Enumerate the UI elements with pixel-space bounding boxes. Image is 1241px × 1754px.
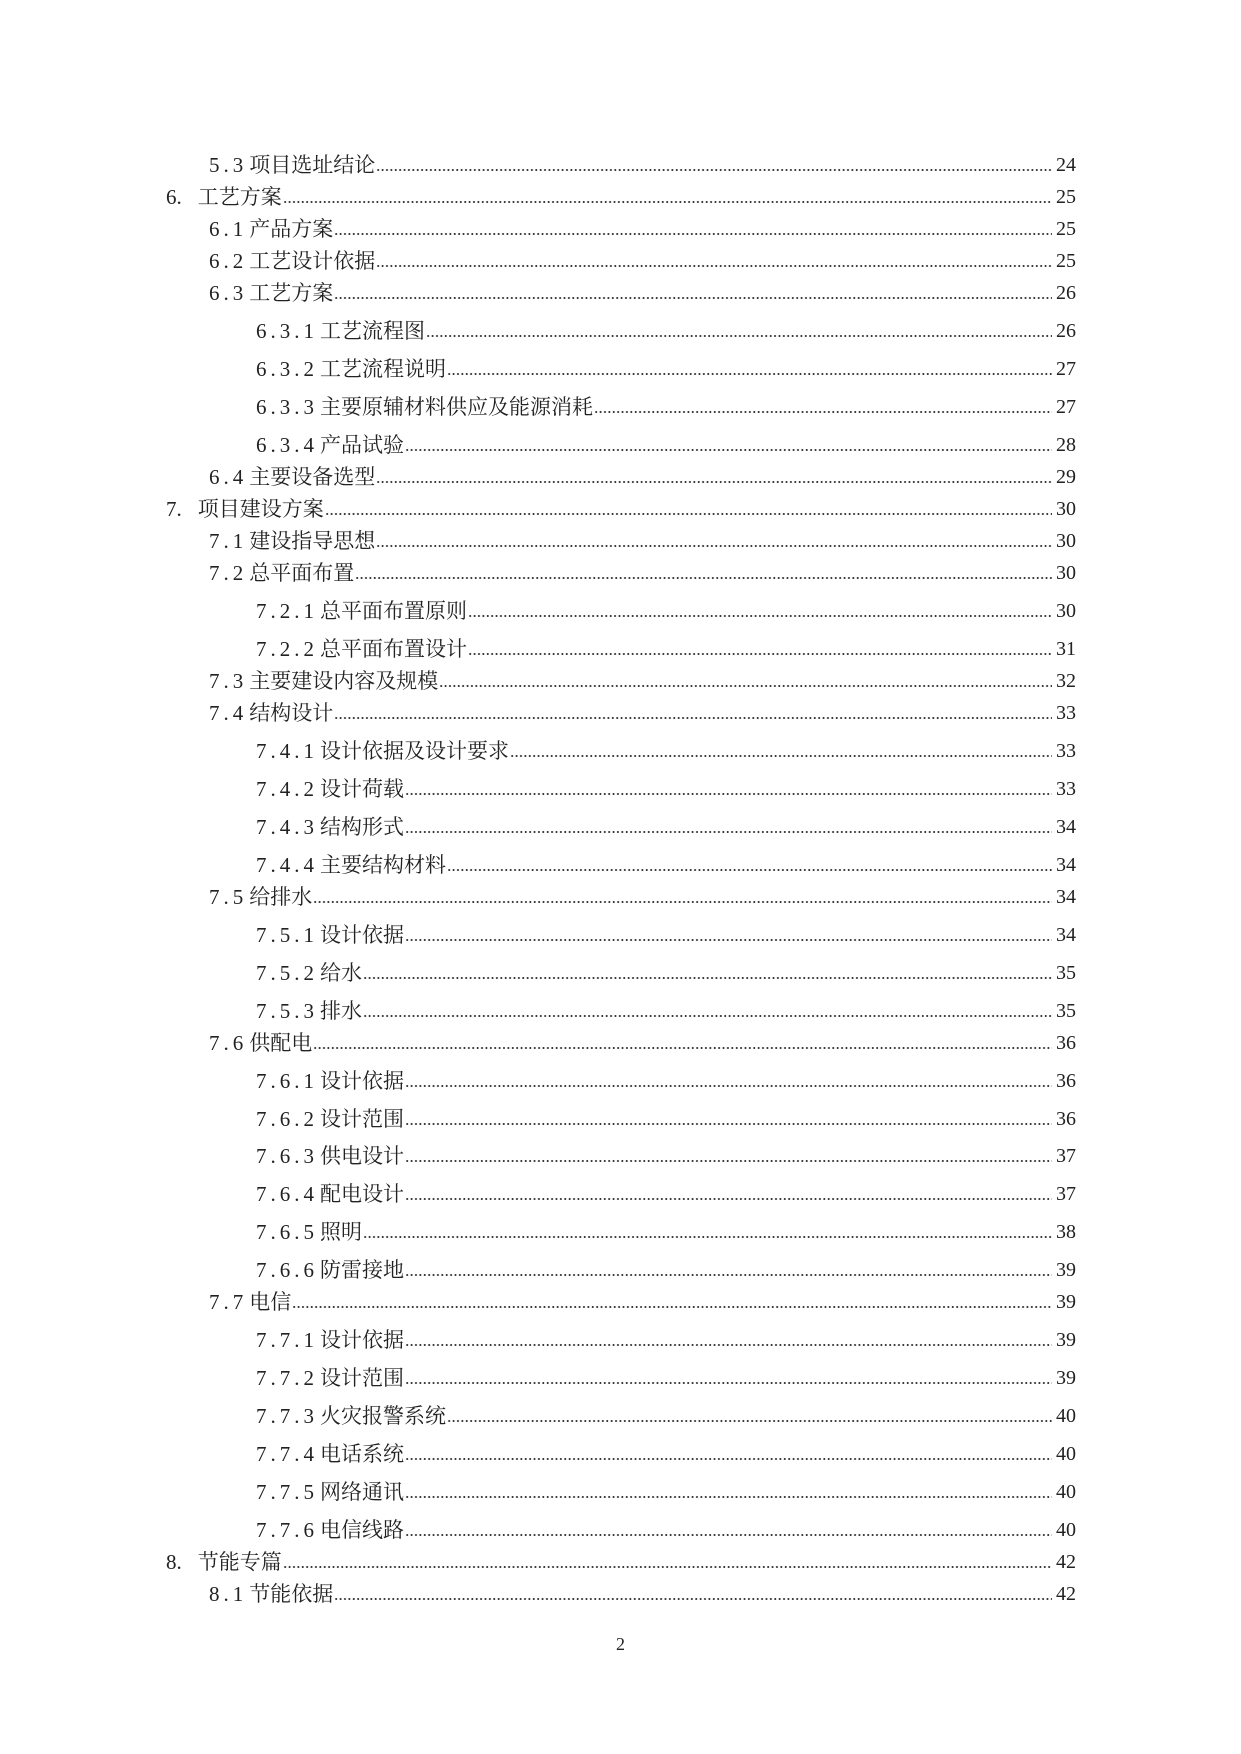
toc-entry-number: 7.5.3: [256, 998, 318, 1023]
toc-entry-page: 29: [1056, 466, 1076, 489]
toc-entry-page: 35: [1056, 999, 1076, 1022]
toc-leader-dots: [510, 754, 1052, 758]
toc-entry: [166, 380, 1076, 418]
toc-leader-dots: [405, 938, 1052, 942]
toc-entry: [166, 762, 1076, 800]
toc-entry: [166, 1573, 1076, 1605]
toc-entry-number: 7.5.2: [256, 960, 318, 985]
toc-entry-page: 42: [1056, 1550, 1076, 1573]
toc-entry-title: 总平面布置设计: [320, 637, 467, 662]
toc-entry-number: 7.6.1: [256, 1068, 318, 1093]
toc-entry-page: 33: [1056, 778, 1076, 801]
toc-entry: [166, 1092, 1076, 1130]
toc-entry-page: 30: [1056, 562, 1076, 585]
toc-leader-dots: [426, 334, 1052, 338]
toc-leader-dots: [376, 168, 1052, 172]
toc-leader-dots: [405, 1381, 1052, 1385]
toc-entry: [166, 520, 1076, 552]
toc-entry-title: 电信: [249, 1290, 292, 1315]
toc-entry: [166, 984, 1076, 1022]
toc-leader-dots: [363, 1014, 1052, 1018]
toc-entry: [166, 208, 1076, 240]
toc-entry-number: 6.3.3: [256, 395, 318, 420]
toc-entry-page: 27: [1056, 358, 1076, 381]
toc-leader-dots: [313, 900, 1052, 904]
toc-entry-number: 7.2.1: [256, 599, 318, 624]
toc-entry-title: 设计荷载: [320, 777, 404, 802]
toc-entry: [166, 660, 1076, 692]
toc-entry-number: 6.: [166, 185, 182, 210]
toc-leader-dots: [325, 512, 1052, 516]
toc-entry: [166, 1389, 1076, 1427]
toc-entry-number: 8.: [166, 1549, 182, 1574]
toc-entry-page: 38: [1056, 1221, 1076, 1244]
toc-entry: [166, 552, 1076, 584]
toc-entry-title: 项目建设方案: [197, 497, 324, 522]
toc-entry-number: 6.3.2: [256, 357, 318, 382]
toc-entry-title: 总平面布置原则: [320, 599, 467, 624]
toc-leader-dots: [405, 1084, 1052, 1088]
toc-leader-dots: [363, 1235, 1052, 1239]
toc-entry: [166, 176, 1076, 208]
toc-entry-number: 7.5: [209, 885, 248, 910]
toc-entry-title: 节能专篇: [197, 1549, 282, 1574]
toc-entry-page: 36: [1056, 1031, 1076, 1054]
toc-entry-title: 供配电: [249, 1030, 313, 1055]
toc-entry-title: 照明: [320, 1220, 362, 1245]
toc-entry: [166, 876, 1076, 908]
toc-entry: [166, 1351, 1076, 1389]
toc-entry-number: 6.2: [209, 249, 248, 274]
toc-entry: [166, 692, 1076, 724]
toc-entry-title: 主要设备选型: [249, 465, 376, 490]
toc-entry: [166, 304, 1076, 342]
toc-entry-page: 25: [1056, 218, 1076, 241]
toc-entry-title: 工艺流程图: [320, 319, 425, 344]
toc-leader-dots: [334, 296, 1052, 300]
toc-entry-page: 30: [1056, 600, 1076, 623]
toc-leader-dots: [468, 652, 1052, 656]
toc-entry-number: 7.6.3: [256, 1144, 318, 1169]
toc-entry-page: 37: [1056, 1145, 1076, 1168]
toc-entry-number: 7.7.3: [256, 1403, 318, 1428]
toc-entry-page: 39: [1056, 1367, 1076, 1390]
toc-leader-dots: [405, 1495, 1052, 1499]
toc-entry-number: 8.1: [209, 1581, 248, 1606]
toc-entry-title: 网络通讯: [320, 1479, 404, 1504]
toc-entry: [166, 1054, 1076, 1092]
toc-entry-title: 防雷接地: [320, 1258, 404, 1283]
toc-leader-dots: [405, 448, 1052, 452]
toc-entry-page: 26: [1056, 282, 1076, 305]
toc-entry-number: 7.2.2: [256, 637, 318, 662]
toc-entry-page: 33: [1056, 740, 1076, 763]
toc-entry-number: 7.4: [209, 701, 248, 726]
toc-entry-title: 产品方案: [249, 217, 334, 242]
toc-leader-dots: [283, 200, 1052, 204]
toc-entry-page: 36: [1056, 1069, 1076, 1092]
toc-leader-dots: [376, 544, 1052, 548]
toc-entry-title: 设计依据及设计要求: [320, 739, 509, 764]
toc-entry-title: 节能依据: [249, 1581, 334, 1606]
toc-entry-number: 7.4.3: [256, 815, 318, 840]
toc-entry-page: 34: [1056, 853, 1076, 876]
toc-entry: [166, 418, 1076, 456]
toc-entry-title: 设计范围: [320, 1366, 404, 1391]
toc-entry-page: 28: [1056, 434, 1076, 457]
toc-entry: [166, 946, 1076, 984]
toc-entry-page: 35: [1056, 961, 1076, 984]
toc-leader-dots: [313, 1046, 1052, 1050]
toc-entry-title: 工艺方案: [249, 281, 334, 306]
toc-entry-title: 排水: [320, 998, 362, 1023]
toc-entry-number: 7.6: [209, 1030, 248, 1055]
toc-entry-number: 7.3: [209, 669, 248, 694]
toc-leader-dots: [405, 1533, 1052, 1537]
toc-entry-title: 给排水: [249, 885, 313, 910]
toc-entry-number: 7.7.4: [256, 1441, 318, 1466]
toc-entry-number: 6.3.4: [256, 433, 318, 458]
toc-leader-dots: [292, 1305, 1052, 1309]
toc-entry-page: 30: [1056, 498, 1076, 521]
toc-entry-page: 24: [1056, 154, 1076, 177]
toc-leader-dots: [405, 830, 1052, 834]
toc-entry: [166, 908, 1076, 946]
toc-entry-number: 7.4.1: [256, 739, 318, 764]
toc-entry-number: 6.1: [209, 217, 248, 242]
toc-leader-dots: [439, 684, 1052, 688]
toc-entry-title: 设计范围: [320, 1106, 404, 1131]
toc-entry-title: 主要结构材料: [320, 852, 446, 877]
toc-entry-title: 工艺流程说明: [320, 357, 446, 382]
toc-entry-title: 主要建设内容及规模: [249, 669, 439, 694]
toc-entry: [166, 1427, 1076, 1465]
toc-entry-page: 27: [1056, 396, 1076, 419]
toc-entry-title: 主要原辅材料供应及能源消耗: [320, 395, 593, 420]
toc-leader-dots: [283, 1565, 1052, 1569]
toc-entry-page: 34: [1056, 923, 1076, 946]
toc-entry-number: 7.6.5: [256, 1220, 318, 1245]
toc-entry: [166, 456, 1076, 488]
toc-entry: [166, 622, 1076, 660]
toc-entry-number: 7.4.2: [256, 777, 318, 802]
toc-entry-page: 33: [1056, 702, 1076, 725]
toc-entry: [166, 272, 1076, 304]
toc-entry-page: 26: [1056, 320, 1076, 343]
toc-leader-dots: [334, 716, 1052, 720]
toc-entry-page: 37: [1056, 1183, 1076, 1206]
toc-entry-title: 结构形式: [320, 815, 404, 840]
table-of-contents: [166, 144, 1076, 1605]
toc-entry-page: 40: [1056, 1404, 1076, 1427]
toc-entry: [166, 1281, 1076, 1313]
toc-entry-number: 7.7.2: [256, 1366, 318, 1391]
toc-entry: [166, 800, 1076, 838]
toc-leader-dots: [468, 614, 1052, 618]
toc-entry-page: 39: [1056, 1291, 1076, 1314]
toc-leader-dots: [355, 576, 1052, 580]
toc-entry-page: 32: [1056, 670, 1076, 693]
toc-entry-page: 25: [1056, 186, 1076, 209]
toc-entry-title: 总平面布置: [249, 561, 355, 586]
toc-leader-dots: [594, 410, 1052, 414]
toc-entry: [166, 1243, 1076, 1281]
toc-leader-dots: [405, 1159, 1052, 1163]
toc-entry-page: 40: [1056, 1518, 1076, 1541]
toc-entry-number: 7.4.4: [256, 852, 318, 877]
toc-entry: [166, 1130, 1076, 1168]
toc-leader-dots: [334, 232, 1052, 236]
toc-entry-page: 34: [1056, 886, 1076, 909]
toc-entry-title: 配电设计: [320, 1182, 404, 1207]
toc-entry-number: 7.: [166, 497, 182, 522]
toc-entry-number: 7.1: [209, 529, 248, 554]
toc-entry-title: 设计依据: [320, 922, 404, 947]
toc-entry-page: 31: [1056, 638, 1076, 661]
toc-entry-title: 电话系统: [320, 1441, 404, 1466]
toc-entry-number: 5.3: [209, 153, 248, 178]
toc-entry: [166, 342, 1076, 380]
toc-entry-number: 7.6.4: [256, 1182, 318, 1207]
toc-entry-page: 30: [1056, 530, 1076, 553]
toc-entry-page: 39: [1056, 1329, 1076, 1352]
toc-entry-title: 供电设计: [320, 1144, 404, 1169]
toc-entry-number: 7.6.2: [256, 1106, 318, 1131]
toc-leader-dots: [334, 1597, 1052, 1601]
toc-entry-title: 设计依据: [320, 1068, 404, 1093]
toc-leader-dots: [405, 1122, 1052, 1126]
toc-entry-number: 6.3.1: [256, 319, 318, 344]
toc-entry-number: 7.7.1: [256, 1328, 318, 1353]
toc-entry: [166, 1503, 1076, 1541]
toc-entry-title: 结构设计: [249, 701, 334, 726]
toc-leader-dots: [447, 372, 1052, 376]
toc-entry-number: 7.7: [209, 1290, 248, 1315]
toc-entry-title: 给水: [320, 960, 362, 985]
toc-entry: [166, 584, 1076, 622]
toc-entry: [166, 1541, 1076, 1573]
toc-entry: [166, 240, 1076, 272]
toc-entry-page: 42: [1056, 1582, 1076, 1605]
toc-entry-page: 25: [1056, 250, 1076, 273]
toc-entry-title: 电信线路: [320, 1517, 404, 1542]
toc-entry-number: 7.6.6: [256, 1258, 318, 1283]
toc-entry-page: 40: [1056, 1442, 1076, 1465]
toc-entry-number: 7.2: [209, 561, 248, 586]
toc-entry-title: 产品试验: [320, 433, 404, 458]
toc-entry-title: 工艺方案: [197, 185, 282, 210]
toc-leader-dots: [376, 264, 1052, 268]
toc-entry-number: 6.3: [209, 281, 248, 306]
toc-leader-dots: [447, 1419, 1052, 1423]
toc-entry-title: 项目选址结论: [249, 153, 376, 178]
toc-entry-title: 建设指导思想: [249, 529, 376, 554]
toc-entry: [166, 838, 1076, 876]
toc-entry: [166, 1313, 1076, 1351]
toc-leader-dots: [405, 792, 1052, 796]
toc-leader-dots: [405, 1457, 1052, 1461]
toc-entry-number: 7.5.1: [256, 922, 318, 947]
toc-entry: [166, 488, 1076, 520]
toc-leader-dots: [405, 1197, 1052, 1201]
toc-entry-title: 设计依据: [320, 1328, 404, 1353]
toc-entry: [166, 724, 1076, 762]
toc-entry: [166, 1022, 1076, 1054]
toc-entry-number: 7.7.5: [256, 1479, 318, 1504]
toc-entry-number: 6.4: [209, 465, 248, 490]
toc-entry-title: 工艺设计依据: [249, 249, 376, 274]
toc-entry-number: 7.7.6: [256, 1517, 318, 1542]
page-number: 2: [616, 1634, 625, 1654]
toc-entry-title: 火灾报警系统: [320, 1403, 446, 1428]
toc-leader-dots: [363, 976, 1052, 980]
toc-leader-dots: [376, 480, 1052, 484]
toc-leader-dots: [405, 1273, 1052, 1277]
toc-entry-page: 39: [1056, 1259, 1076, 1282]
toc-leader-dots: [405, 1343, 1052, 1347]
toc-entry: [166, 1205, 1076, 1243]
toc-entry-page: 40: [1056, 1480, 1076, 1503]
toc-entry-page: 36: [1056, 1107, 1076, 1130]
toc-entry: [166, 1167, 1076, 1205]
toc-leader-dots: [447, 868, 1052, 872]
toc-entry-page: 34: [1056, 816, 1076, 839]
toc-entry: [166, 144, 1076, 176]
toc-entry: [166, 1465, 1076, 1503]
